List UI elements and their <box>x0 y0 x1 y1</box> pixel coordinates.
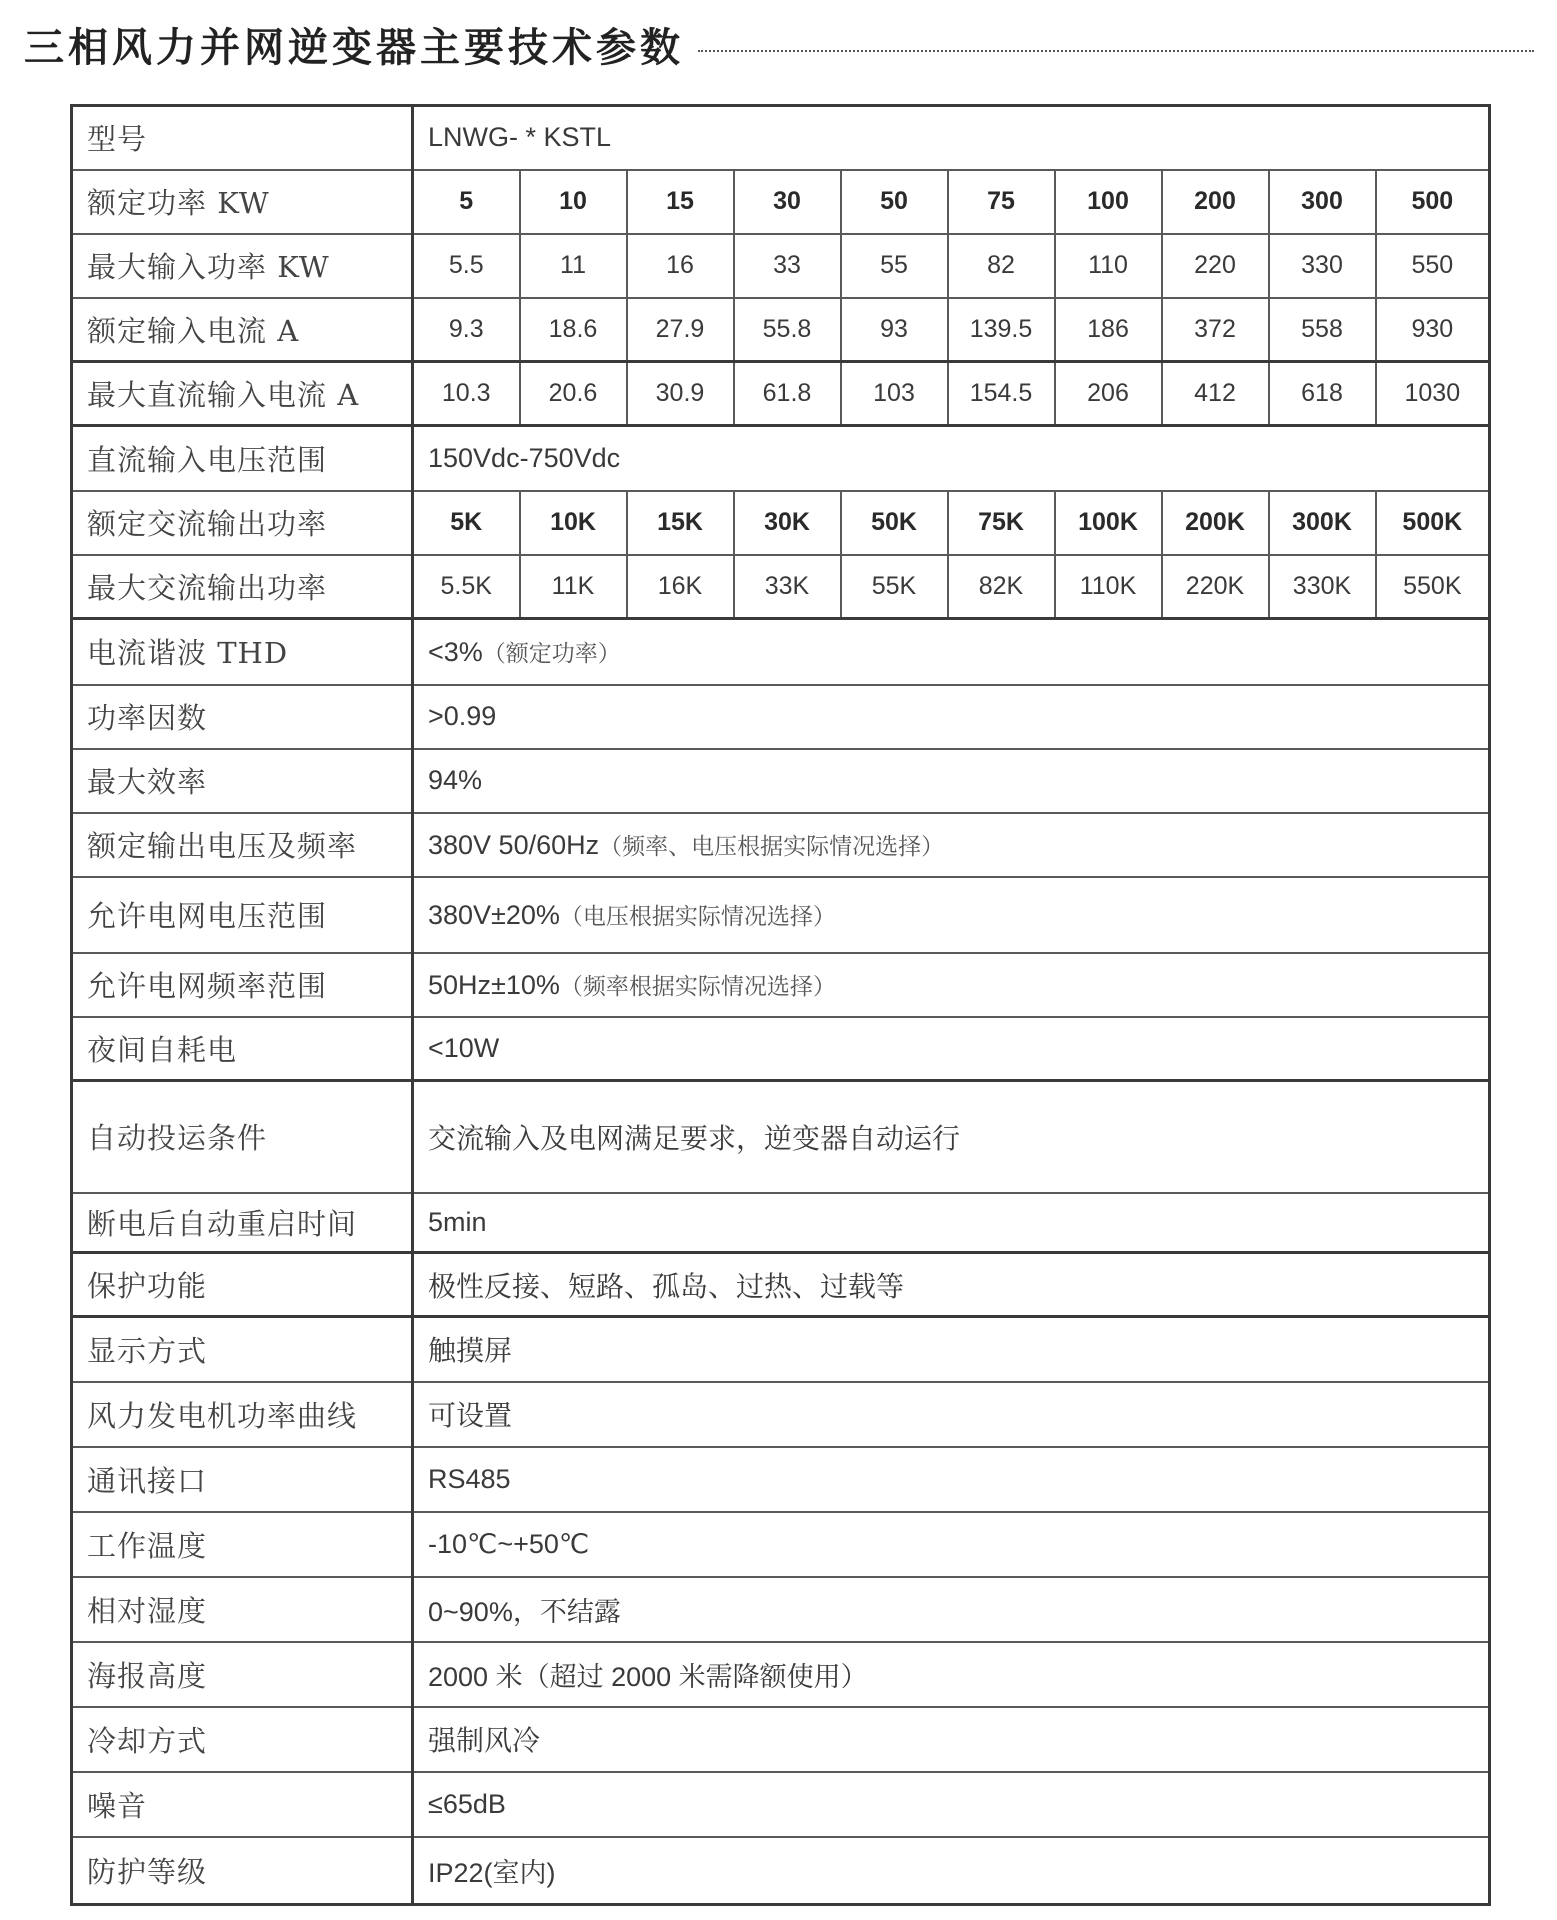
rated-ac-output-cell: 30K <box>734 491 841 555</box>
row-protection <box>72 1253 1490 1317</box>
row-label: 相对湿度 <box>72 1577 413 1642</box>
rated-ac-output-cell: 10K <box>520 491 627 555</box>
max-input-power-cell: 16 <box>627 234 734 298</box>
row-label: 允许电网电压范围 <box>72 877 413 953</box>
row-label: 自动投运条件 <box>72 1081 413 1193</box>
row-label: 噪音 <box>72 1772 413 1837</box>
rated-input-current-cell: 558 <box>1269 298 1376 362</box>
value-main: <3% <box>428 637 483 668</box>
max-ac-output-cell: 550K <box>1376 555 1490 619</box>
rated-ac-output-cell: 5K <box>413 491 520 555</box>
row-rated-power <box>72 170 1490 234</box>
row-label: 防护等级 <box>72 1837 413 1905</box>
max-input-power-cell: 55 <box>841 234 948 298</box>
rated-ac-output-cell: 300K <box>1269 491 1376 555</box>
max-dc-current-cell: 154.5 <box>948 362 1055 426</box>
row-rated-output-voltage <box>72 813 1490 877</box>
row-value: 触摸屏 <box>413 1317 1490 1382</box>
rated-input-current-cell: 139.5 <box>948 298 1055 362</box>
row-restart-time <box>72 1193 1490 1253</box>
row-value: LNWG- * KSTL <box>413 106 1490 170</box>
row-max-efficiency <box>72 749 1490 813</box>
row-label: 额定输入电流 A <box>72 298 413 362</box>
max-dc-current-cell: 20.6 <box>520 362 627 426</box>
row-max-input-power <box>72 234 1490 298</box>
value-main: 50Hz±10% <box>428 970 560 1000</box>
rated-input-current-cell: 27.9 <box>627 298 734 362</box>
rated-input-current-cell: 9.3 <box>413 298 520 362</box>
row-altitude <box>72 1642 1490 1707</box>
row-value: 5min <box>413 1193 1490 1253</box>
row-label: 允许电网频率范围 <box>72 953 413 1017</box>
max-input-power-cell: 330 <box>1269 234 1376 298</box>
row-grid-voltage-range <box>72 877 1490 953</box>
max-dc-current-cell: 103 <box>841 362 948 426</box>
rated-input-current-cell: 372 <box>1162 298 1269 362</box>
row-label: 海报高度 <box>72 1642 413 1707</box>
row-ip-rating <box>72 1837 1490 1905</box>
row-dc-voltage-range <box>72 426 1490 491</box>
rated-ac-output-cell: 50K <box>841 491 948 555</box>
row-value: >0.99 <box>413 685 1490 749</box>
row-label: 额定输出电压及频率 <box>72 813 413 877</box>
row-value: 94% <box>413 749 1490 813</box>
rated-input-current-cell: 186 <box>1055 298 1162 362</box>
row-rated-ac-output <box>72 491 1490 555</box>
row-comm <box>72 1447 1490 1512</box>
rated-input-current-cell: 55.8 <box>734 298 841 362</box>
rated-power-cell: 10 <box>520 170 627 234</box>
rated-ac-output-cell: 15K <box>627 491 734 555</box>
row-label: 额定功率 KW <box>72 170 413 234</box>
value-note: （电压根据实际情况选择） <box>559 904 836 930</box>
max-ac-output-cell: 220K <box>1162 555 1269 619</box>
page-title: 三相风力并网逆变器主要技术参数 <box>24 24 684 71</box>
value-note: （频率根据实际情况选择） <box>559 974 836 1000</box>
max-ac-output-cell: 33K <box>734 555 841 619</box>
title-dotted-leader <box>698 50 1534 52</box>
row-value: RS485 <box>413 1447 1490 1512</box>
rated-power-cell: 100 <box>1055 170 1162 234</box>
row-value <box>413 813 1490 877</box>
row-label: 通讯接口 <box>72 1447 413 1512</box>
row-value: 可设置 <box>413 1382 1490 1447</box>
rated-power-cell: 5 <box>413 170 520 234</box>
row-value <box>413 953 1490 1017</box>
rated-input-current-cell: 930 <box>1376 298 1490 362</box>
rated-power-cell: 500 <box>1376 170 1490 234</box>
max-dc-current-cell: 30.9 <box>627 362 734 426</box>
row-power-curve <box>72 1382 1490 1447</box>
row-label: 最大输入功率 KW <box>72 234 413 298</box>
max-input-power-cell: 110 <box>1055 234 1162 298</box>
page-header <box>24 14 1534 74</box>
max-ac-output-cell: 16K <box>627 555 734 619</box>
row-max-ac-output <box>72 555 1490 619</box>
row-value: <10W <box>413 1017 1490 1081</box>
max-input-power-cell: 82 <box>948 234 1055 298</box>
row-value <box>413 619 1490 685</box>
max-input-power-cell: 33 <box>734 234 841 298</box>
row-thd <box>72 619 1490 685</box>
row-power-factor <box>72 685 1490 749</box>
max-dc-current-cell: 10.3 <box>413 362 520 426</box>
max-dc-current-cell: 206 <box>1055 362 1162 426</box>
row-humidity <box>72 1577 1490 1642</box>
row-label: 电流谐波 THD <box>72 619 413 685</box>
value-note: （额定功率） <box>482 641 621 668</box>
value-main: 380V±20% <box>428 900 560 930</box>
max-ac-output-cell: 5.5K <box>413 555 520 619</box>
row-model <box>72 106 1490 170</box>
max-ac-output-cell: 82K <box>948 555 1055 619</box>
row-label: 断电后自动重启时间 <box>72 1193 413 1253</box>
row-value: IP22(室内) <box>413 1837 1490 1905</box>
rated-power-cell: 30 <box>734 170 841 234</box>
max-dc-current-cell: 618 <box>1269 362 1376 426</box>
value-main: 380V 50/60Hz <box>428 830 600 860</box>
row-value: 强制风冷 <box>413 1707 1490 1772</box>
rated-power-cell: 75 <box>948 170 1055 234</box>
rated-ac-output-cell: 500K <box>1376 491 1490 555</box>
max-dc-current-cell: 412 <box>1162 362 1269 426</box>
row-label: 风力发电机功率曲线 <box>72 1382 413 1447</box>
max-ac-output-cell: 330K <box>1269 555 1376 619</box>
rated-ac-output-cell: 75K <box>948 491 1055 555</box>
max-ac-output-cell: 55K <box>841 555 948 619</box>
max-dc-current-cell: 61.8 <box>734 362 841 426</box>
row-auto-start <box>72 1081 1490 1193</box>
max-input-power-cell: 11 <box>520 234 627 298</box>
row-value: ≤65dB <box>413 1772 1490 1837</box>
row-value: 交流输入及电网满足要求，逆变器自动运行 <box>413 1081 1490 1193</box>
row-value: 0~90%，不结露 <box>413 1577 1490 1642</box>
rated-power-cell: 50 <box>841 170 948 234</box>
row-value <box>413 877 1490 953</box>
value-note: （频率、电压根据实际情况选择） <box>599 834 945 860</box>
row-label: 额定交流输出功率 <box>72 491 413 555</box>
row-label: 型号 <box>72 106 413 170</box>
row-label: 夜间自耗电 <box>72 1017 413 1081</box>
row-rated-input-current <box>72 298 1490 362</box>
row-label: 最大效率 <box>72 749 413 813</box>
row-value: 150Vdc-750Vdc <box>413 426 1490 491</box>
row-label: 最大交流输出功率 <box>72 555 413 619</box>
rated-power-cell: 15 <box>627 170 734 234</box>
row-label: 功率因数 <box>72 685 413 749</box>
rated-power-cell: 200 <box>1162 170 1269 234</box>
row-label: 冷却方式 <box>72 1707 413 1772</box>
row-value: 极性反接、短路、孤岛、过热、过载等 <box>413 1253 1490 1317</box>
row-cooling <box>72 1707 1490 1772</box>
row-label: 最大直流输入电流 A <box>72 362 413 426</box>
max-input-power-cell: 220 <box>1162 234 1269 298</box>
row-label: 保护功能 <box>72 1253 413 1317</box>
row-value: -10℃~+50℃ <box>413 1512 1490 1577</box>
max-ac-output-cell: 110K <box>1055 555 1162 619</box>
row-value: 2000 米（超过 2000 米需降额使用） <box>413 1642 1490 1707</box>
row-noise <box>72 1772 1490 1837</box>
max-input-power-cell: 550 <box>1376 234 1490 298</box>
rated-input-current-cell: 18.6 <box>520 298 627 362</box>
row-grid-frequency-range <box>72 953 1490 1017</box>
row-label: 直流输入电压范围 <box>72 426 413 491</box>
row-max-dc-input-current <box>72 362 1490 426</box>
rated-ac-output-cell: 100K <box>1055 491 1162 555</box>
spec-table <box>70 104 1491 1906</box>
max-dc-current-cell: 1030 <box>1376 362 1490 426</box>
rated-power-cell: 300 <box>1269 170 1376 234</box>
row-night-consumption <box>72 1017 1490 1081</box>
row-display <box>72 1317 1490 1382</box>
row-label: 显示方式 <box>72 1317 413 1382</box>
max-ac-output-cell: 11K <box>520 555 627 619</box>
row-temperature <box>72 1512 1490 1577</box>
rated-input-current-cell: 93 <box>841 298 948 362</box>
max-input-power-cell: 5.5 <box>413 234 520 298</box>
rated-ac-output-cell: 200K <box>1162 491 1269 555</box>
row-label: 工作温度 <box>72 1512 413 1577</box>
